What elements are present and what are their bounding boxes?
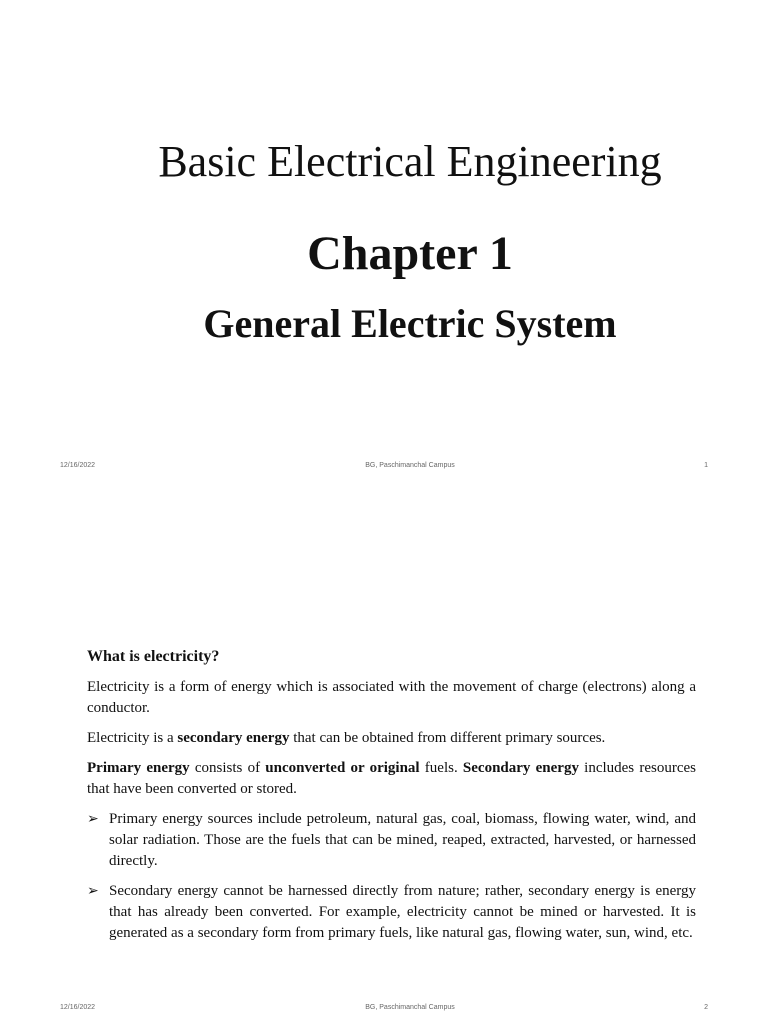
bold-term: Secondary energy bbox=[462, 760, 579, 776]
document-title: Basic Electrical Engineering bbox=[158, 137, 662, 186]
bullet-text: Primary energy sources include petroleum, natural gas, coal, biomass, flowing water, wind, and solar radiation. Those are the fuels that can be mined, reaped, extracted, harvested, or harnessed directly. bbox=[109, 811, 696, 869]
bullet-item bbox=[87, 809, 696, 872]
chapter-subtitle: General Electric System bbox=[203, 301, 617, 346]
footer-page-number: 1 bbox=[704, 462, 708, 469]
footer-page-number: 2 bbox=[704, 1004, 708, 1011]
text-span: fuels. bbox=[419, 760, 463, 776]
bullet-text: Secondary energy cannot be harnessed directly from nature; rather, secondary energy is energy that has already been converted. For example, electricity cannot be mined or harvested. It is generated as a secondary form from primary fuels, like natural gas, flowing water, sun, wind, etc. bbox=[109, 883, 696, 941]
footer-date: 12/16/2022 bbox=[60, 1004, 96, 1011]
section-heading: What is electricity? bbox=[87, 648, 220, 665]
text-span: Electricity is a bbox=[87, 730, 178, 746]
bold-term: secondary energy bbox=[177, 730, 290, 746]
slide-1-footer bbox=[0, 462, 768, 474]
paragraph-secondary-energy bbox=[87, 728, 696, 749]
bold-term: unconverted or original bbox=[265, 760, 420, 776]
bold-term: Primary energy bbox=[87, 760, 190, 776]
arrowhead-bullet-icon: ➢ bbox=[87, 884, 99, 899]
paragraph-primary-energy bbox=[87, 758, 696, 800]
paragraph-definition: Electricity is a form of energy which is associated with the movement of charge (electrons) along a conductor. bbox=[87, 679, 696, 716]
text-span: consists of bbox=[189, 760, 266, 776]
slide-2-footer bbox=[0, 1004, 768, 1016]
text-span: includes resources that have been converted or stored. bbox=[87, 760, 696, 797]
footer-campus: BG, Paschimanchal Campus bbox=[365, 1004, 455, 1011]
footer-date: 12/16/2022 bbox=[60, 462, 96, 469]
arrowhead-bullet-icon: ➢ bbox=[87, 812, 99, 827]
slide-2-content bbox=[87, 646, 696, 953]
bullet-item bbox=[87, 881, 696, 944]
text-span: that can be obtained from different primary sources. bbox=[289, 730, 606, 746]
chapter-heading: Chapter 1 bbox=[307, 227, 513, 280]
footer-campus: BG, Paschimanchal Campus bbox=[365, 462, 455, 469]
